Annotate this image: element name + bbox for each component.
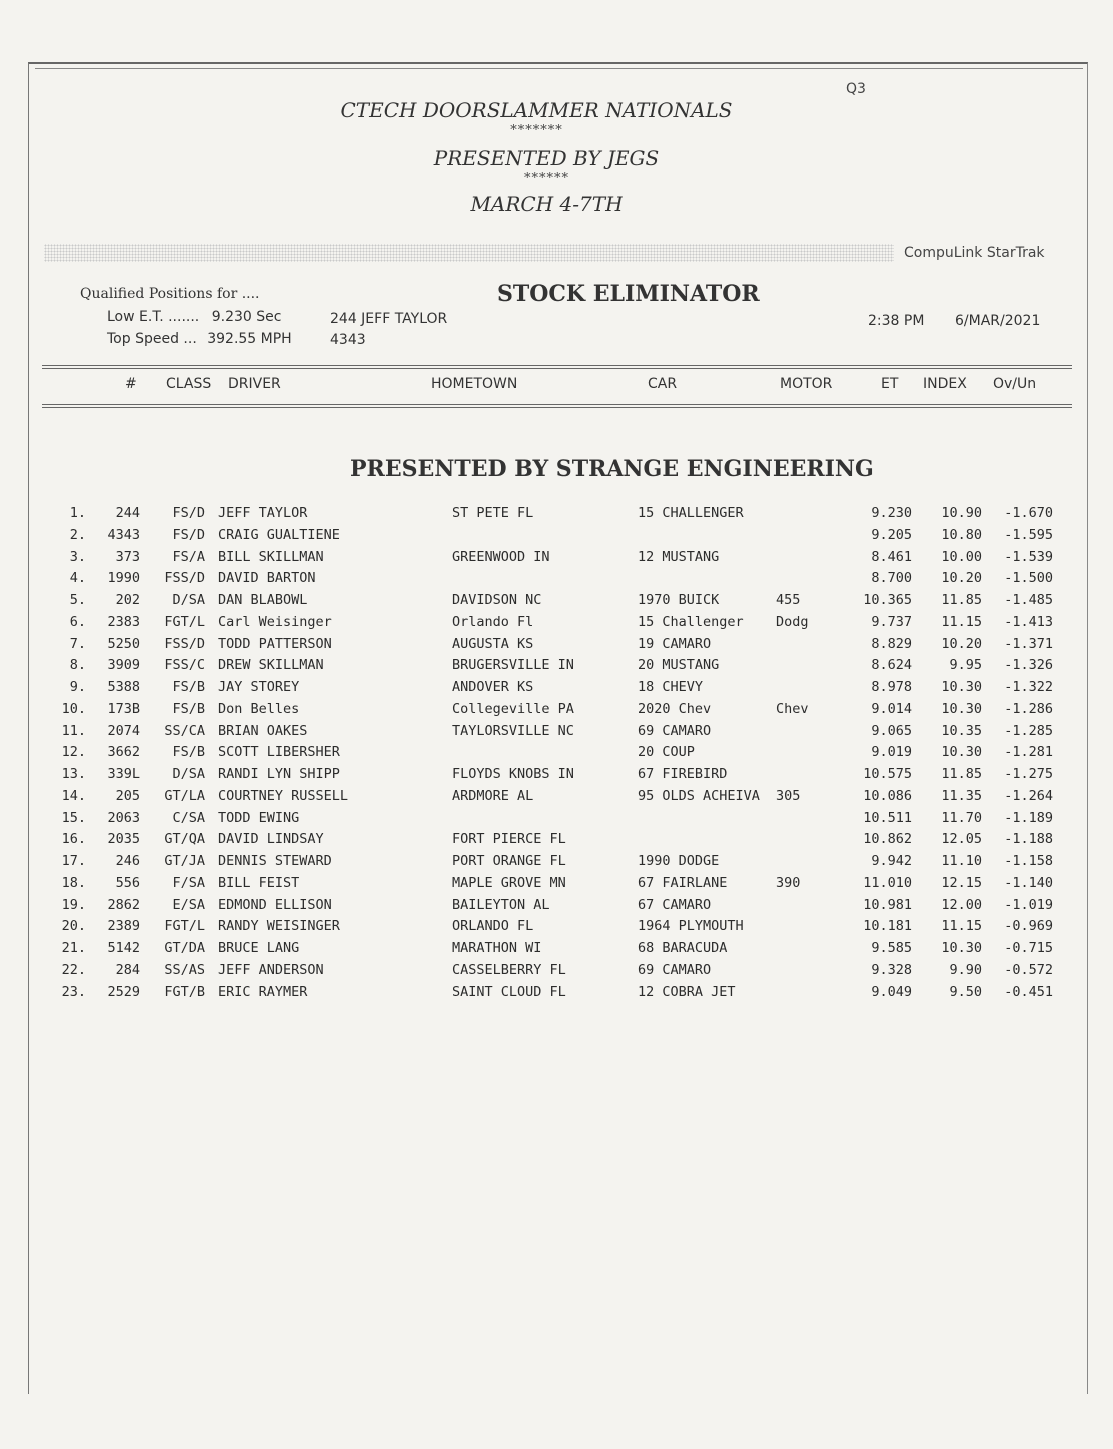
cell-driver: RANDI LYN SHIPP [218, 766, 340, 782]
dotted-band [44, 244, 894, 262]
cell-pos: 10. [61, 700, 86, 717]
header-rule-top-2 [42, 368, 1072, 369]
table-row [0, 527, 1113, 549]
cell-class: C/SA [172, 809, 205, 826]
cell-num: 1990 [107, 570, 140, 587]
presented-stars: ****** [524, 171, 569, 186]
table-row [0, 679, 1113, 701]
cell-car: 12 COBRA JET [638, 983, 736, 1000]
cell-car: 68 BARACUDA [638, 940, 728, 956]
cell-class: FS/D [172, 505, 205, 521]
cell-hometown: AUGUSTA KS [452, 635, 534, 652]
cell-pos: 14. [61, 787, 86, 804]
table-row [0, 831, 1113, 853]
cell-driver: BRIAN OAKES [218, 722, 308, 739]
cell-pos: 17. [61, 853, 86, 869]
cell-ovun: -1.158 [1004, 853, 1053, 869]
low-et-label: Low E.T. ....... [107, 309, 200, 325]
system-brand: CompuLink StarTrak [904, 245, 1045, 261]
cell-num: 173B [107, 700, 140, 717]
cell-et: 9.049 [871, 983, 912, 1000]
cell-driver: DENNIS STEWARD [218, 853, 332, 869]
cell-class: FSS/D [164, 570, 205, 587]
cell-num: 2063 [107, 809, 140, 826]
cell-motor: 455 [776, 592, 801, 608]
table-row [0, 549, 1113, 571]
cell-num: 5250 [107, 635, 140, 652]
cell-index: 11.85 [941, 592, 982, 608]
cell-pos: 16. [61, 831, 86, 848]
cell-ovun: -1.189 [1004, 809, 1053, 826]
cell-driver: BRUCE LANG [218, 940, 300, 956]
cell-hometown: FLOYDS KNOBS IN [452, 766, 574, 782]
cell-index: 11.70 [941, 809, 982, 826]
round-label: Q3 [846, 81, 866, 97]
cell-motor: Chev [776, 700, 809, 717]
cell-et: 8.978 [871, 679, 912, 695]
col-hometown: HOMETOWN [431, 376, 518, 392]
cell-class: FS/D [172, 526, 205, 543]
cell-driver: ERIC RAYMER [218, 983, 308, 1000]
cell-hometown: ST PETE FL [452, 505, 534, 521]
cell-pos: 1. [69, 505, 86, 521]
cell-num: 339L [107, 766, 140, 782]
cell-et: 10.365 [863, 592, 912, 608]
cell-num: 373 [115, 548, 140, 565]
cell-car: 69 CAMARO [638, 722, 712, 739]
cell-class: FGT/B [164, 983, 205, 1000]
cell-index: 11.15 [941, 613, 982, 630]
cell-et: 8.829 [871, 635, 912, 652]
cell-index: 10.20 [941, 570, 982, 587]
table-row [0, 592, 1113, 614]
cell-hometown: ARDMORE AL [452, 787, 534, 804]
col-car: CAR [648, 376, 678, 392]
table-row [0, 614, 1113, 636]
header-rule-bottom-2 [42, 407, 1072, 408]
cell-ovun: -1.286 [1004, 700, 1053, 717]
cell-index: 11.35 [941, 787, 982, 804]
cell-ovun: -1.322 [1004, 679, 1053, 695]
cell-num: 2389 [107, 918, 140, 935]
cell-et: 8.624 [871, 657, 912, 674]
cell-ovun: -1.019 [1004, 896, 1053, 913]
cell-pos: 7. [69, 635, 86, 652]
cell-ovun: -1.595 [1004, 526, 1053, 543]
cell-index: 12.00 [941, 896, 982, 913]
cell-ovun: -0.451 [1004, 983, 1053, 1000]
cell-driver: JEFF TAYLOR [218, 505, 308, 521]
cell-car: 69 CAMARO [638, 961, 712, 978]
cell-num: 2035 [107, 831, 140, 848]
cell-pos: 11. [61, 722, 86, 739]
cell-num: 4343 [107, 526, 140, 543]
cell-class: FS/A [172, 548, 205, 565]
cell-class: FGT/L [164, 613, 205, 630]
cell-et: 8.700 [871, 570, 912, 587]
cell-et: 9.205 [871, 526, 912, 543]
cell-pos: 4. [69, 570, 86, 587]
table-row [0, 570, 1113, 592]
cell-hometown: DAVIDSON NC [452, 592, 542, 608]
cell-et: 9.328 [871, 961, 912, 978]
table-row [0, 853, 1113, 875]
cell-et: 9.019 [871, 744, 912, 761]
cell-hometown: PORT ORANGE FL [452, 853, 566, 869]
cell-driver: JEFF ANDERSON [218, 961, 324, 978]
top-speed-value: 392.55 MPH [207, 331, 292, 347]
cell-driver: COURTNEY RUSSELL [218, 787, 349, 804]
cell-class: SS/AS [164, 961, 205, 978]
eliminator-title: STOCK ELIMINATOR [497, 281, 760, 307]
cell-index: 12.15 [941, 874, 982, 891]
cell-car: 1964 PLYMOUTH [638, 918, 744, 935]
cell-motor: 305 [776, 787, 801, 804]
cell-et: 9.014 [871, 700, 912, 717]
cell-class: F/SA [172, 874, 205, 891]
cell-num: 3909 [107, 657, 140, 674]
cell-et: 8.461 [871, 548, 912, 565]
event-dates: MARCH 4-7TH [470, 192, 623, 216]
cell-driver: RANDY WEISINGER [218, 918, 340, 935]
cell-et: 9.230 [871, 505, 912, 521]
cell-driver: TODD PATTERSON [218, 635, 332, 652]
cell-hometown: GREENWOOD IN [452, 548, 550, 565]
cell-driver: Don Belles [218, 700, 300, 717]
cell-driver: CRAIG GUALTIENE [218, 526, 340, 543]
cell-hometown: FORT PIERCE FL [452, 831, 566, 848]
cell-car: 67 CAMARO [638, 896, 712, 913]
cell-ovun: -1.500 [1004, 570, 1053, 587]
cell-car: 20 COUP [638, 744, 695, 761]
cell-pos: 20. [61, 918, 86, 935]
cell-class: SS/CA [164, 722, 205, 739]
cell-car: 67 FAIRLANE [638, 874, 728, 891]
cell-driver: SCOTT LIBERSHER [218, 744, 340, 761]
header-rule-top [42, 365, 1072, 366]
cell-num: 202 [115, 592, 140, 608]
cell-hometown: CASSELBERRY FL [452, 961, 566, 978]
cell-ovun: -1.371 [1004, 635, 1053, 652]
cell-num: 2862 [107, 896, 140, 913]
cell-driver: JAY STOREY [218, 679, 300, 695]
cell-num: 2074 [107, 722, 140, 739]
cell-driver: BILL SKILLMAN [218, 548, 324, 565]
cell-class: FGT/L [164, 918, 205, 935]
cell-index: 11.10 [941, 853, 982, 869]
cell-et: 9.585 [871, 940, 912, 956]
cell-car: 15 Challenger [638, 613, 744, 630]
header-rule-bottom [42, 404, 1072, 405]
cell-driver: DAVID BARTON [218, 570, 316, 587]
cell-class: FS/B [172, 679, 205, 695]
cell-ovun: -0.572 [1004, 961, 1053, 978]
cell-pos: 8. [69, 657, 86, 674]
cell-ovun: -1.281 [1004, 744, 1053, 761]
cell-et: 9.065 [871, 722, 912, 739]
cell-ovun: -1.264 [1004, 787, 1053, 804]
report-date: 6/MAR/2021 [955, 313, 1041, 329]
cell-class: FSS/C [164, 657, 205, 674]
cell-pos: 12. [61, 744, 86, 761]
cell-class: GT/QA [164, 831, 205, 848]
cell-pos: 9. [69, 679, 86, 695]
cell-index: 10.90 [941, 505, 982, 521]
table-row [0, 810, 1113, 832]
cell-num: 3662 [107, 744, 140, 761]
table-row [0, 701, 1113, 723]
cell-ovun: -1.275 [1004, 766, 1053, 782]
cell-et: 9.942 [871, 853, 912, 869]
cell-hometown: TAYLORSVILLE NC [452, 722, 574, 739]
cell-driver: TODD EWING [218, 809, 300, 826]
cell-index: 10.30 [941, 679, 982, 695]
cell-pos: 19. [61, 896, 86, 913]
cell-et: 10.862 [863, 831, 912, 848]
table-row [0, 636, 1113, 658]
sponsor-line: PRESENTED BY STRANGE ENGINEERING [350, 456, 874, 482]
cell-pos: 5. [69, 592, 86, 608]
cell-hometown: ORLANDO FL [452, 918, 534, 935]
cell-hometown: BAILEYTON AL [452, 896, 550, 913]
col-ovun: Ov/Un [993, 376, 1037, 392]
table-row [0, 984, 1113, 1006]
cell-pos: 13. [61, 766, 86, 782]
cell-motor: 390 [776, 874, 801, 891]
table-row [0, 940, 1113, 962]
cell-hometown: ANDOVER KS [452, 679, 534, 695]
cell-car: 95 OLDS ACHEIVA [638, 787, 760, 804]
cell-car: 67 FIREBIRD [638, 766, 728, 782]
cell-ovun: -1.140 [1004, 874, 1053, 891]
cell-driver: Carl Weisinger [218, 613, 332, 630]
cell-car: 1990 DODGE [638, 853, 720, 869]
cell-index: 12.05 [941, 831, 982, 848]
cell-hometown: MAPLE GROVE MN [452, 874, 566, 891]
cell-et: 10.981 [863, 896, 912, 913]
title-stars: ******* [510, 123, 563, 138]
col-index: INDEX [923, 376, 967, 392]
col-et: ET [881, 376, 899, 392]
cell-pos: 3. [69, 548, 86, 565]
low-et-line [107, 309, 281, 325]
table-row [0, 962, 1113, 984]
cell-car: 18 CHEVY [638, 679, 704, 695]
cell-ovun: -1.326 [1004, 657, 1053, 674]
report-time: 2:38 PM [868, 313, 925, 329]
low-et-car: 244 JEFF TAYLOR [330, 311, 448, 327]
table-row [0, 897, 1113, 919]
cell-class: FS/B [172, 744, 205, 761]
cell-index: 10.30 [941, 700, 982, 717]
top-speed-label: Top Speed ... [107, 331, 197, 347]
cell-ovun: -1.413 [1004, 613, 1053, 630]
cell-et: 10.511 [863, 809, 912, 826]
cell-class: GT/DA [164, 940, 205, 956]
cell-ovun: -0.969 [1004, 918, 1053, 935]
cell-ovun: -1.485 [1004, 592, 1053, 608]
cell-index: 9.90 [949, 961, 982, 978]
cell-num: 5142 [107, 940, 140, 956]
cell-pos: 21. [61, 940, 86, 956]
cell-index: 10.80 [941, 526, 982, 543]
cell-pos: 18. [61, 874, 86, 891]
col-motor: MOTOR [780, 376, 833, 392]
cell-hometown: Orlando Fl [452, 613, 534, 630]
cell-pos: 15. [61, 809, 86, 826]
results-table [0, 505, 1113, 1005]
cell-et: 10.181 [863, 918, 912, 935]
cell-hometown: BRUGERSVILLE IN [452, 657, 574, 674]
table-row [0, 875, 1113, 897]
top-speed-line [107, 331, 292, 347]
cell-class: FSS/D [164, 635, 205, 652]
cell-et: 10.086 [863, 787, 912, 804]
cell-num: 5388 [107, 679, 140, 695]
cell-class: D/SA [172, 592, 205, 608]
cell-ovun: -1.285 [1004, 722, 1053, 739]
col-num: # [125, 376, 137, 392]
cell-car: 19 CAMARO [638, 635, 712, 652]
cell-class: E/SA [172, 896, 205, 913]
cell-et: 10.575 [863, 766, 912, 782]
cell-index: 10.20 [941, 635, 982, 652]
cell-index: 10.00 [941, 548, 982, 565]
cell-car: 15 CHALLENGER [638, 505, 744, 521]
cell-index: 10.35 [941, 722, 982, 739]
top-speed-car: 4343 [330, 332, 366, 348]
cell-driver: DAVID LINDSAY [218, 831, 324, 848]
cell-num: 284 [115, 961, 140, 978]
event-title: CTECH DOORSLAMMER NATIONALS [340, 98, 733, 122]
table-row [0, 788, 1113, 810]
cell-index: 9.50 [949, 983, 982, 1000]
cell-driver: DAN BLABOWL [218, 592, 308, 608]
cell-hometown: MARATHON WI [452, 940, 542, 956]
cell-ovun: -1.539 [1004, 548, 1053, 565]
col-driver: DRIVER [228, 376, 281, 392]
cell-driver: BILL FEIST [218, 874, 300, 891]
cell-car: 2020 Chev [638, 700, 712, 717]
table-row [0, 766, 1113, 788]
cell-index: 11.85 [941, 766, 982, 782]
cell-car: 1970 BUICK [638, 592, 720, 608]
cell-et: 11.010 [863, 874, 912, 891]
table-row [0, 918, 1113, 940]
cell-car: 20 MUSTANG [638, 657, 720, 674]
cell-index: 11.15 [941, 918, 982, 935]
cell-driver: EDMOND ELLISON [218, 896, 332, 913]
cell-pos: 22. [61, 961, 86, 978]
cell-pos: 6. [69, 613, 86, 630]
low-et-value: 9.230 Sec [211, 309, 282, 325]
cell-class: D/SA [172, 766, 205, 782]
cell-hometown: SAINT CLOUD FL [452, 983, 566, 1000]
qualified-label: Qualified Positions for .... [80, 286, 260, 302]
cell-pos: 2. [69, 526, 86, 543]
table-row [0, 505, 1113, 527]
table-row [0, 657, 1113, 679]
cell-num: 556 [115, 874, 140, 891]
cell-num: 246 [115, 853, 140, 869]
col-class: CLASS [166, 376, 212, 392]
cell-motor: Dodg [776, 613, 809, 630]
presented-by-line: PRESENTED BY JEGS [433, 146, 660, 170]
cell-et: 9.737 [871, 613, 912, 630]
cell-num: 205 [115, 787, 140, 804]
cell-num: 244 [115, 505, 140, 521]
cell-index: 10.30 [941, 940, 982, 956]
cell-ovun: -1.670 [1004, 505, 1053, 521]
table-row [0, 723, 1113, 745]
cell-num: 2383 [107, 613, 140, 630]
cell-hometown: Collegeville PA [452, 700, 574, 717]
cell-driver: DREW SKILLMAN [218, 657, 324, 674]
cell-ovun: -1.188 [1004, 831, 1053, 848]
table-row [0, 744, 1113, 766]
cell-num: 2529 [107, 983, 140, 1000]
cell-index: 10.30 [941, 744, 982, 761]
cell-class: GT/LA [164, 787, 205, 804]
cell-class: GT/JA [164, 853, 205, 869]
cell-ovun: -0.715 [1004, 940, 1053, 956]
cell-class: FS/B [172, 700, 205, 717]
cell-pos: 23. [61, 983, 86, 1000]
cell-index: 9.95 [949, 657, 982, 674]
cell-car: 12 MUSTANG [638, 548, 720, 565]
